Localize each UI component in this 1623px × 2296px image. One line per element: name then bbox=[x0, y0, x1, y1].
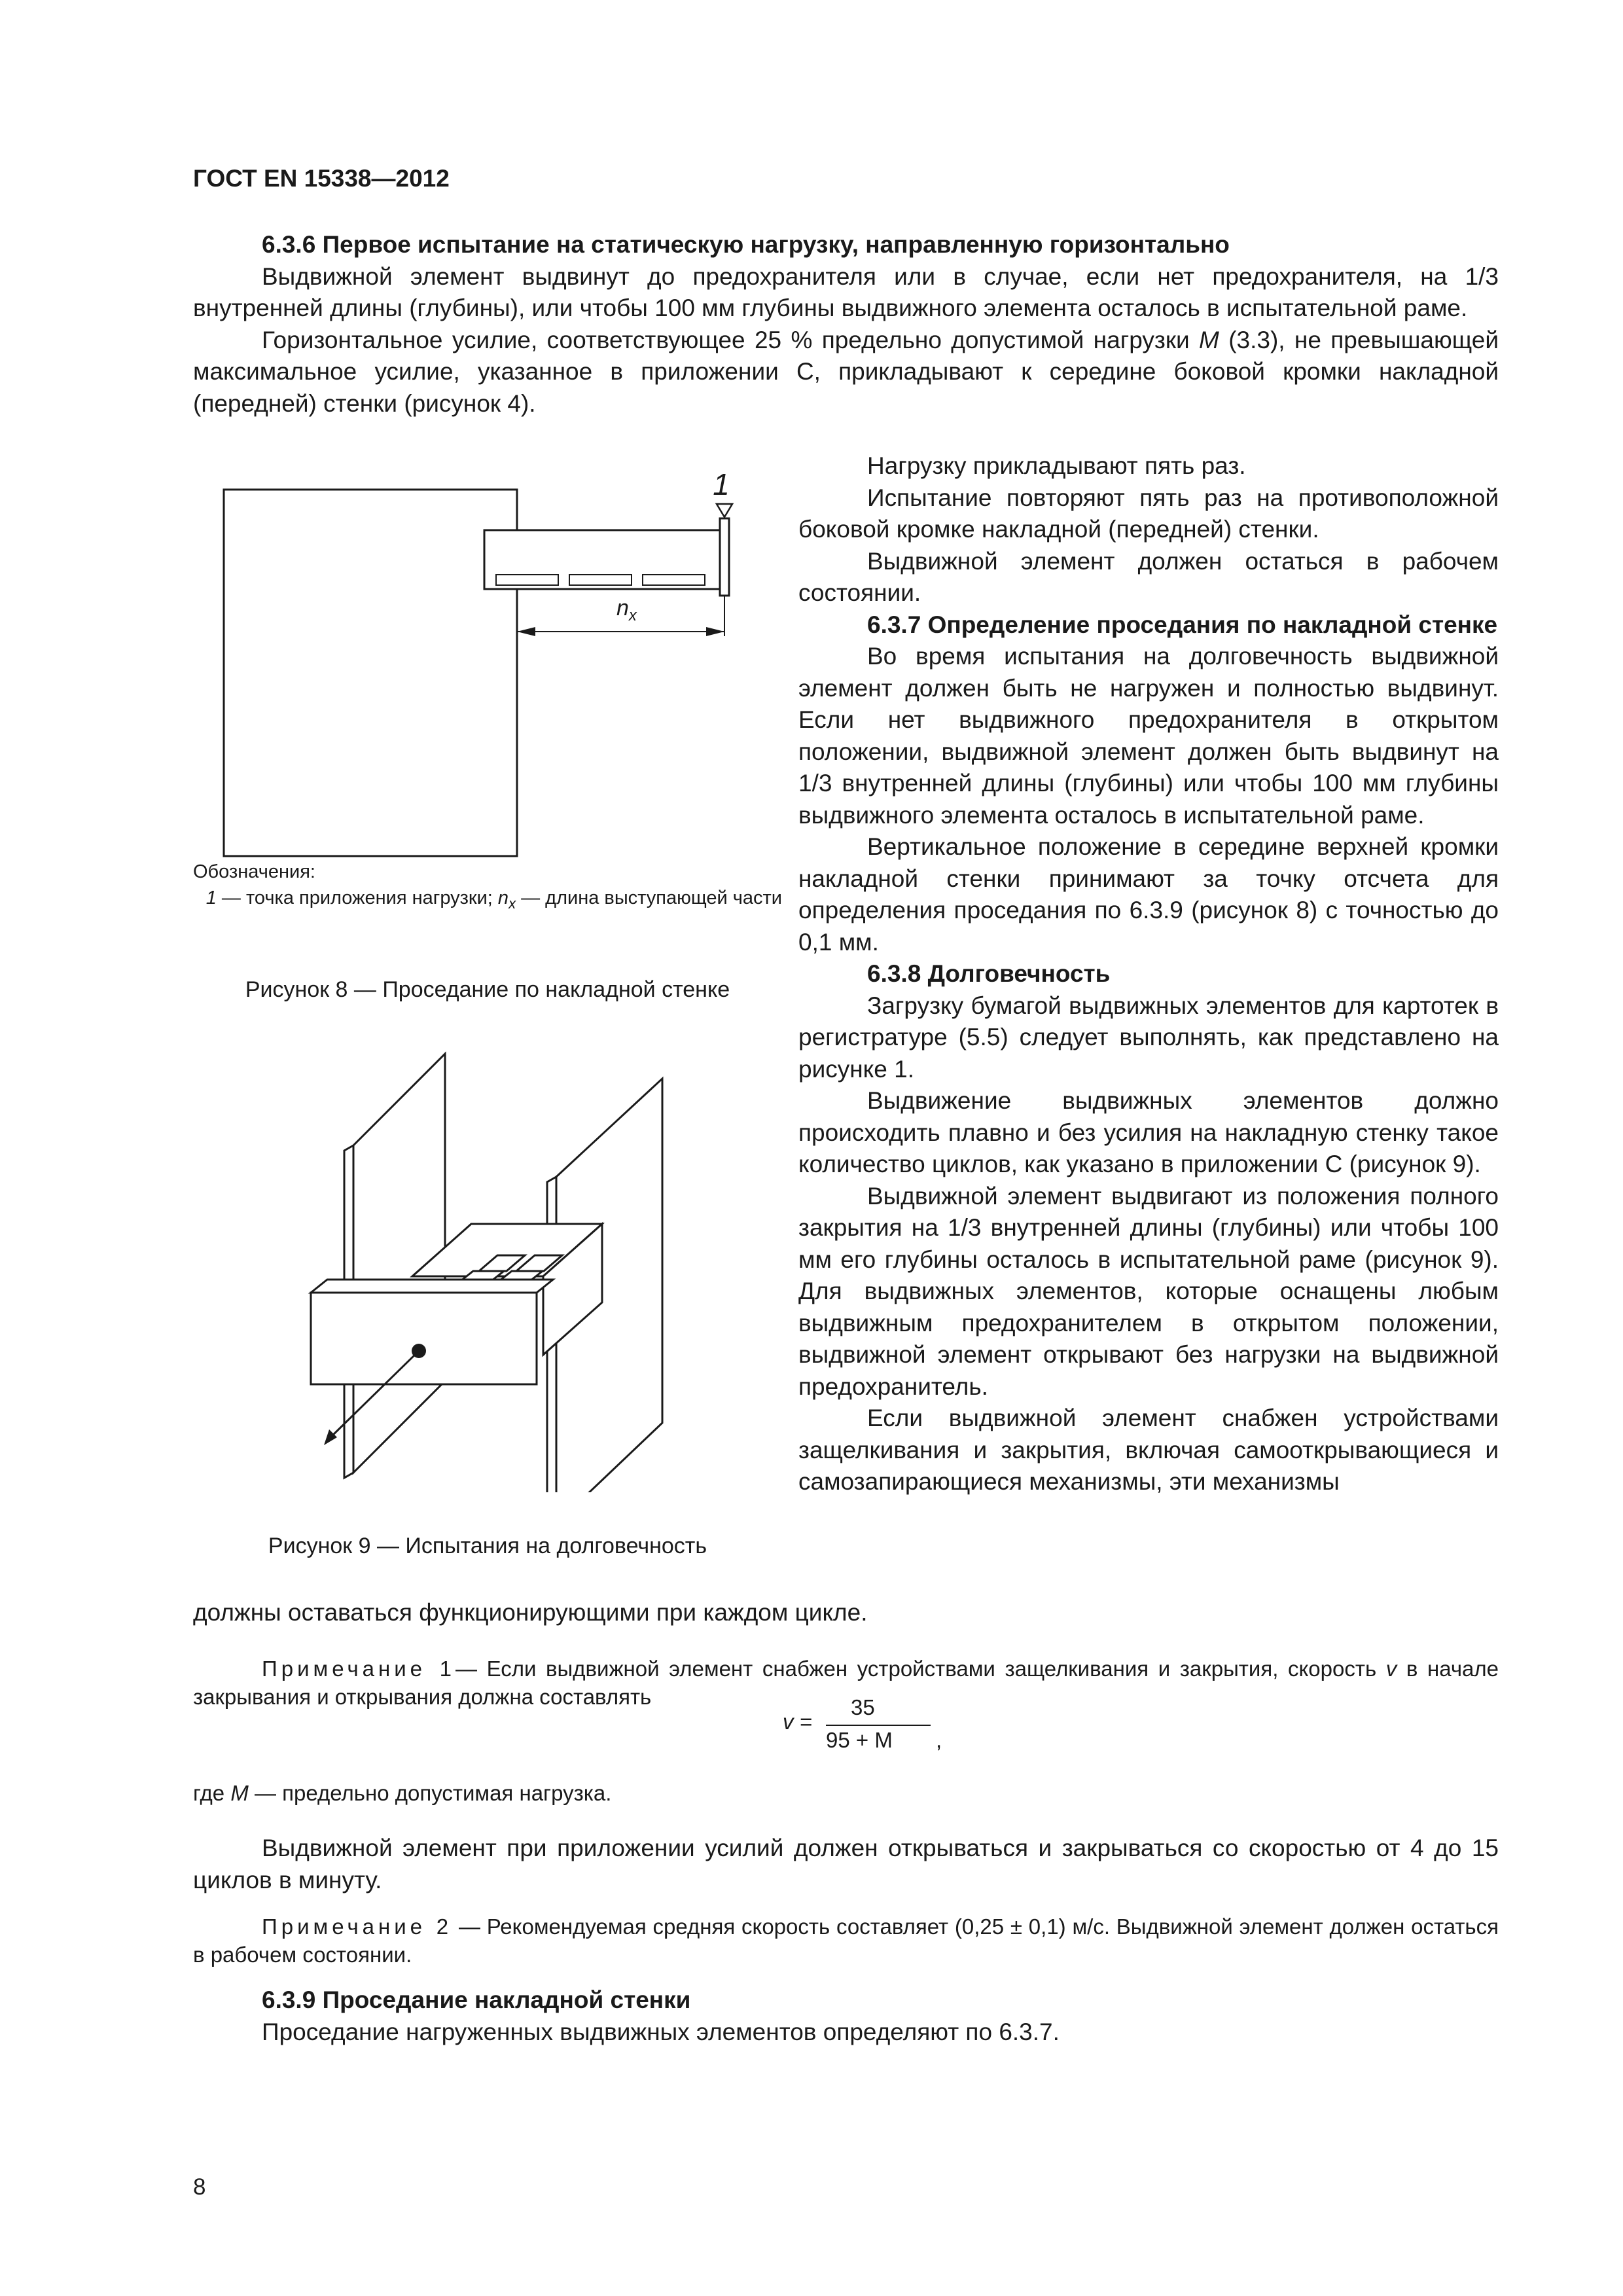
section-6-3-7-title: 6.3.7 Определение проседания по накладной стенке bbox=[867, 611, 1498, 638]
drawer-front-top-edge bbox=[311, 1280, 553, 1293]
section-6-3-6-paragraph-1: Выдвижной элемент выдвинут до предохранителя или в случае, если нет предохранителя, на 1/3 внутренней длины (глубины), или чтобы 100 мм глубины выдвижного элемента осталось в испытательной раме. bbox=[193, 262, 1499, 321]
section-6-3-6 bbox=[193, 229, 1499, 420]
figure-8-drawing bbox=[190, 458, 779, 864]
formula-trail: , bbox=[936, 1728, 942, 1752]
front-panel bbox=[720, 518, 729, 596]
section-6-3-9-title: 6.3.9 Проседание накладной стенки bbox=[262, 1986, 691, 2013]
right-column bbox=[798, 450, 1499, 1498]
figure-9-drawing bbox=[288, 1034, 707, 1492]
figure-9-caption: Рисунок 9 — Испытания на долговечность bbox=[268, 1534, 707, 1558]
section-6-3-8-paragraph-3: Выдвижной элемент выдвигают из положения полного закрытия на 1/3 внутренней длины (глубины) или чтобы 100 мм его глубины осталось в испытательной раме (рисунок 9). Для выдвижных элементов, которые оснащены любым выдвижным предохранителем в открытом положении, выдвижной элемент открывают без нагрузки на выдвижной предохранитель. bbox=[798, 1182, 1499, 1400]
section-6-3-6-paragraph-3: Нагрузку прикладывают пять раз. bbox=[867, 452, 1246, 479]
projection-length-label: $n_x$ bbox=[616, 596, 637, 624]
section-6-3-8-paragraph-1: Загрузку бумагой выдвижных элементов для картотек в регистратуре (5.5) следует выполнять, как представлено на рисунке 1. bbox=[798, 992, 1499, 1083]
load-point-marker-icon bbox=[717, 504, 732, 517]
test-frame bbox=[224, 490, 517, 856]
legend-title: Обозначения: bbox=[193, 861, 315, 882]
note-1: Примечание 1— Если выдвижной элемент снабжен устройствами защелкивания и закрытия, скорость v в начале закрывания и открывания должна составлять bbox=[193, 1657, 1499, 1709]
figure-8-legend bbox=[193, 859, 782, 917]
legend-item-1: 1 — точка приложения нагрузки; $n_x$ — длина выступающей части bbox=[205, 888, 782, 912]
section-6-3-8-continuation: должны оставаться функционирующими при каждом цикле. bbox=[193, 1599, 868, 1626]
section-6-3-6-paragraph-2: Горизонтальное усилие, соответствующее 25 % предельно допустимой нагрузки M (3.3), не превышающей максимальное усилие, указанное в приложении C, прикладывают к середине боковой кромки накладной (передней) стенки (рисунок 4). bbox=[193, 326, 1499, 417]
load-point-label: 1 bbox=[713, 467, 730, 501]
formula-denominator: 95 + M bbox=[826, 1728, 893, 1752]
section-6-3-8-paragraph-4: Если выдвижной элемент снабжен устройствами защелкивания и закрытия, включая самооткрывающиеся и самозапирающиеся механизмы, эти механизмы bbox=[798, 1405, 1499, 1495]
formula-numerator: 35 bbox=[851, 1695, 875, 1719]
dimension-arrow-left-icon bbox=[517, 627, 535, 636]
dimension-arrow-right-icon bbox=[706, 627, 724, 636]
section-6-3-9 bbox=[193, 1984, 1499, 2048]
section-6-3-7-paragraph-1: Во время испытания на долговечность выдвижной элемент должен быть не нагружен и полностью выдвинут. Если нет выдвижного предохранителя в открытом положении, выдвижной элемент должен быть выдвинут на 1/3 внутренней длины (глубины) или чтобы 100 мм глубины выдвижного элемента осталось в испытательной раме. bbox=[798, 643, 1499, 829]
figure-8-caption: Рисунок 8 — Проседание по накладной стенке bbox=[245, 977, 730, 1002]
drawer-front-panel bbox=[311, 1293, 537, 1384]
formula-where-clause: где M — предельно допустимая нагрузка. bbox=[193, 1781, 612, 1805]
note-2: Примечание 2 — Рекомендуемая средняя скорость составляет (0,25 ± 0,1) м/с. Выдвижной элемент должен остаться в рабочем состоянии. bbox=[193, 1914, 1499, 1967]
section-6-3-9-paragraph-1: Проседание нагруженных выдвижных элементов определяют по 6.3.7. bbox=[262, 2018, 1060, 2045]
drawer-body bbox=[484, 530, 720, 589]
page-number: 8 bbox=[193, 2174, 206, 2200]
section-6-3-6-paragraph-5: Выдвижной элемент должен остаться в рабочем состоянии. bbox=[798, 547, 1499, 606]
formula-fraction-bar bbox=[826, 1725, 931, 1726]
section-6-3-7-paragraph-2: Вертикальное положение в середине верхней кромки накладной стенки принимают за точку отсчета для определения проседания по 6.3.9 (рисунок 8) с точностью до 0,1 мм. bbox=[798, 833, 1499, 956]
section-6-3-6-paragraph-4: Испытание повторяют пять раз на противоположной боковой кромке накладной (передней) стенки. bbox=[798, 484, 1499, 543]
speed-paragraph: Выдвижной элемент при приложении усилий должен открываться и закрываться со скоростью от 4 до 15 циклов в минуту. bbox=[193, 1835, 1499, 1893]
section-6-3-6-title: 6.3.6 Первое испытание на статическую нагрузку, направленную горизонтально bbox=[262, 231, 1230, 258]
formula-lhs: v = bbox=[783, 1710, 812, 1734]
section-6-3-8-paragraph-2: Выдвижение выдвижных элементов должно происходить плавно и без усилия на накладную стенку такое количество циклов, как указано в приложении C (рисунок 9). bbox=[798, 1087, 1499, 1177]
section-6-3-8-title: 6.3.8 Долговечность bbox=[867, 960, 1111, 987]
document-header: ГОСТ EN 15338—2012 bbox=[193, 165, 450, 192]
speed-formula bbox=[779, 1695, 975, 1754]
